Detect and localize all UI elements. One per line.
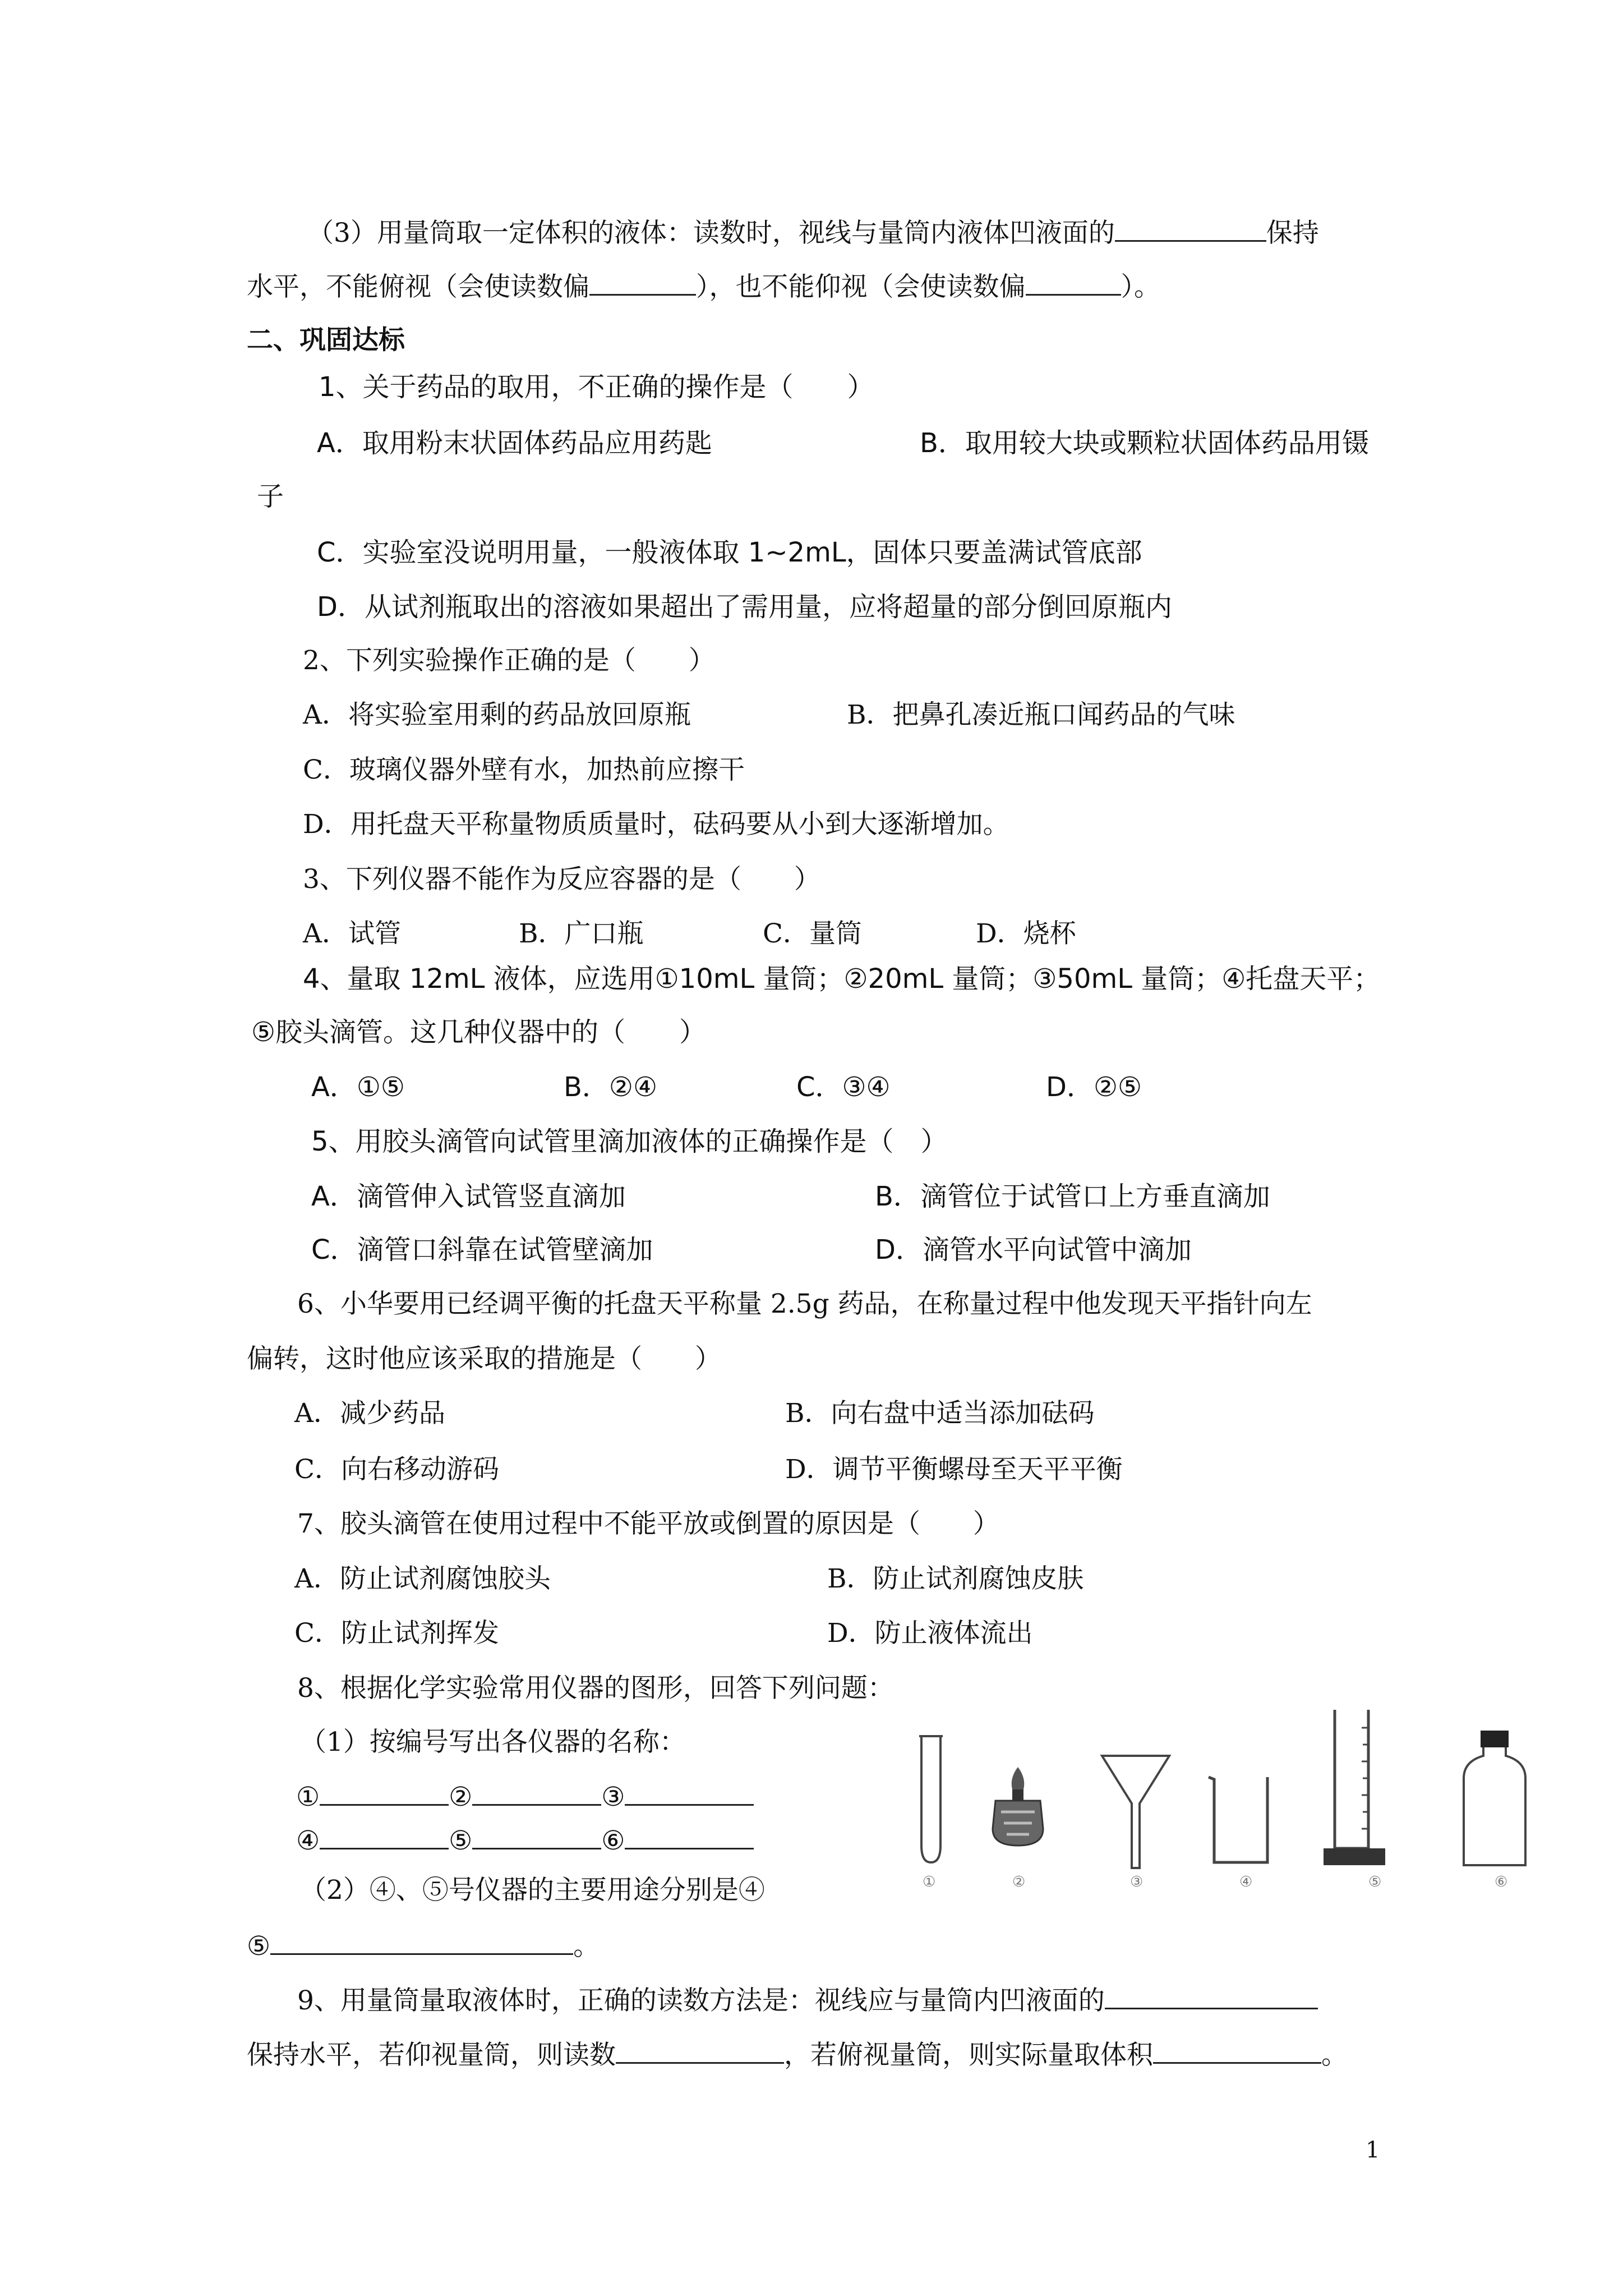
q8-names-row-2: ④ ⑤ ⑥	[296, 1823, 754, 1858]
answer-blank[interactable]	[1026, 269, 1121, 296]
q2-option-b: B．把鼻孔凑近瓶口闻药品的气味	[847, 700, 1235, 730]
q1-option-a: A．取用粉末状固体药品应用药匙	[317, 427, 712, 459]
reagent-bottle-icon	[1458, 1728, 1531, 1874]
q7-option-c: C．防止试剂挥发	[294, 1618, 499, 1649]
q8-sub2-cont: ⑤ 。	[247, 1929, 600, 1963]
figure-label: ④	[1239, 1874, 1253, 1890]
answer-blank[interactable]	[320, 1823, 449, 1849]
q8-sub2: （2）④、⑤号仪器的主要用途分别是④	[300, 1875, 765, 1906]
beaker-icon	[1206, 1773, 1273, 1868]
page-number: 1	[1366, 2137, 1380, 2163]
q2-option-d: D．用托盘天平称量物质质量时，砝码要从小到大逐渐增加。	[303, 809, 1009, 840]
q2-option-c: C．玻璃仪器外壁有水，加热前应擦干	[303, 754, 745, 785]
q4-option-b: B．②④	[564, 1071, 657, 1103]
reading-method-line-1: （3）用量筒取一定体积的液体：读数时，视线与量筒内液体凹液面的 保持	[307, 215, 1319, 250]
answer-blank[interactable]	[616, 2037, 784, 2064]
q5-option-c: C．滴管口斜靠在试管壁滴加	[311, 1234, 653, 1266]
question-9-line-2: 保持水平，若仰视量筒，则读数 ，若俯视量筒，则实际量取体积 。	[247, 2037, 1348, 2072]
q1-option-b-cont: 子	[257, 481, 284, 512]
answer-blank[interactable]	[472, 1779, 601, 1806]
answer-blank[interactable]	[1105, 1983, 1318, 2009]
figure-label: ⑥	[1495, 1874, 1508, 1890]
answer-blank[interactable]	[589, 269, 696, 296]
q1-option-c: C．实验室没说明用量，一般液体取 1~2mL，固体只要盖满试管底部	[317, 537, 1142, 568]
q5-option-b: B．滴管位于试管口上方垂直滴加	[875, 1181, 1270, 1212]
q4-option-c: C．③④	[796, 1071, 891, 1103]
q6-option-d: D．调节平衡螺母至天平平衡	[785, 1454, 1123, 1485]
q4-option-a: A．①⑤	[311, 1071, 405, 1103]
question-2-stem: 2、下列实验操作正确的是（ ）	[303, 645, 715, 676]
answer-blank[interactable]	[1153, 2037, 1321, 2064]
answer-blank[interactable]	[320, 1779, 449, 1806]
question-7-stem: 7、胶头滴管在使用过程中不能平放或倒置的原因是（ ）	[297, 1508, 999, 1539]
question-4-stem: 4、量取 12mL 液体，应选用①10mL 量筒；②20mL 量筒；③50mL 量筒；④托盘天平；	[303, 963, 1381, 995]
q7-option-b: B．防止试剂腐蚀皮肤	[827, 1563, 1084, 1594]
alcohol-lamp-icon	[987, 1761, 1049, 1868]
figure-label: ③	[1130, 1874, 1144, 1890]
question-9-line-1: 9、用量筒量取液体时，正确的读数方法是：视线应与量筒内凹液面的	[297, 1983, 1318, 2018]
question-5-stem: 5、用胶头滴管向试管里滴加液体的正确操作是（ ）	[311, 1126, 948, 1157]
question-3-stem: 3、下列仪器不能作为反应容器的是（ ）	[303, 864, 820, 895]
answer-blank[interactable]	[625, 1823, 754, 1849]
graduated-cylinder-icon	[1318, 1705, 1391, 1874]
figure-label: ⑤	[1368, 1874, 1382, 1890]
q7-option-d: D．防止液体流出	[827, 1618, 1033, 1649]
figure-label: ①	[923, 1874, 936, 1890]
q5-option-d: D．滴管水平向试管中滴加	[875, 1234, 1192, 1266]
q1-option-d: D．从试剂瓶取出的溶液如果超出了需用量，应将超量的部分倒回原瓶内	[317, 591, 1172, 623]
test-tube-icon	[917, 1733, 945, 1868]
question-8-stem: 8、根据化学实验常用仪器的图形，回答下列问题：	[297, 1673, 894, 1704]
q1-option-b: B．取用较大块或颗粒状固体药品用镊	[920, 427, 1369, 459]
q3-option-a: A．试管	[303, 918, 401, 949]
q8-sub1: （1）按编号写出各仪器的名称：	[300, 1727, 686, 1757]
question-6-stem-cont: 偏转，这时他应该采取的措施是（ ）	[247, 1343, 721, 1374]
answer-blank[interactable]	[270, 1929, 573, 1955]
q3-option-d: D．烧杯	[976, 918, 1076, 949]
question-1-stem: 1、关于药品的取用，不正确的操作是（ ）	[319, 371, 874, 403]
reading-method-line-2: 水平，不能俯视（会使读数偏 ），也不能仰视（会使读数偏 ）。	[247, 269, 1160, 304]
section-heading: 二、巩固达标	[247, 325, 405, 356]
q3-option-b: B．广口瓶	[519, 918, 644, 949]
q8-names-row-1: ① ② ③	[296, 1779, 754, 1814]
q2-option-a: A．将实验室用剩的药品放回原瓶	[303, 700, 691, 730]
q6-option-b: B．向右盘中适当添加砝码	[785, 1398, 1095, 1429]
instrument-figure	[892, 1705, 1565, 1890]
q3-option-c: C．量筒	[763, 918, 862, 949]
question-4-stem-cont: ⑤胶头滴管。这几种仪器中的（ ）	[251, 1016, 707, 1048]
answer-blank[interactable]	[472, 1823, 601, 1849]
funnel-icon	[1099, 1750, 1172, 1874]
question-6-stem: 6、小华要用已经调平衡的托盘天平称量 2.5g 药品，在称量过程中他发现天平指针向左	[297, 1289, 1312, 1319]
q4-option-d: D．②⑤	[1046, 1071, 1142, 1103]
q6-option-c: C．向右移动游码	[294, 1454, 499, 1485]
answer-blank[interactable]	[1115, 215, 1266, 242]
figure-label: ②	[1012, 1874, 1026, 1890]
q6-option-a: A．减少药品	[294, 1398, 445, 1429]
q5-option-a: A．滴管伸入试管竖直滴加	[311, 1181, 626, 1212]
answer-blank[interactable]	[625, 1779, 754, 1806]
q7-option-a: A．防止试剂腐蚀胶头	[294, 1563, 551, 1594]
